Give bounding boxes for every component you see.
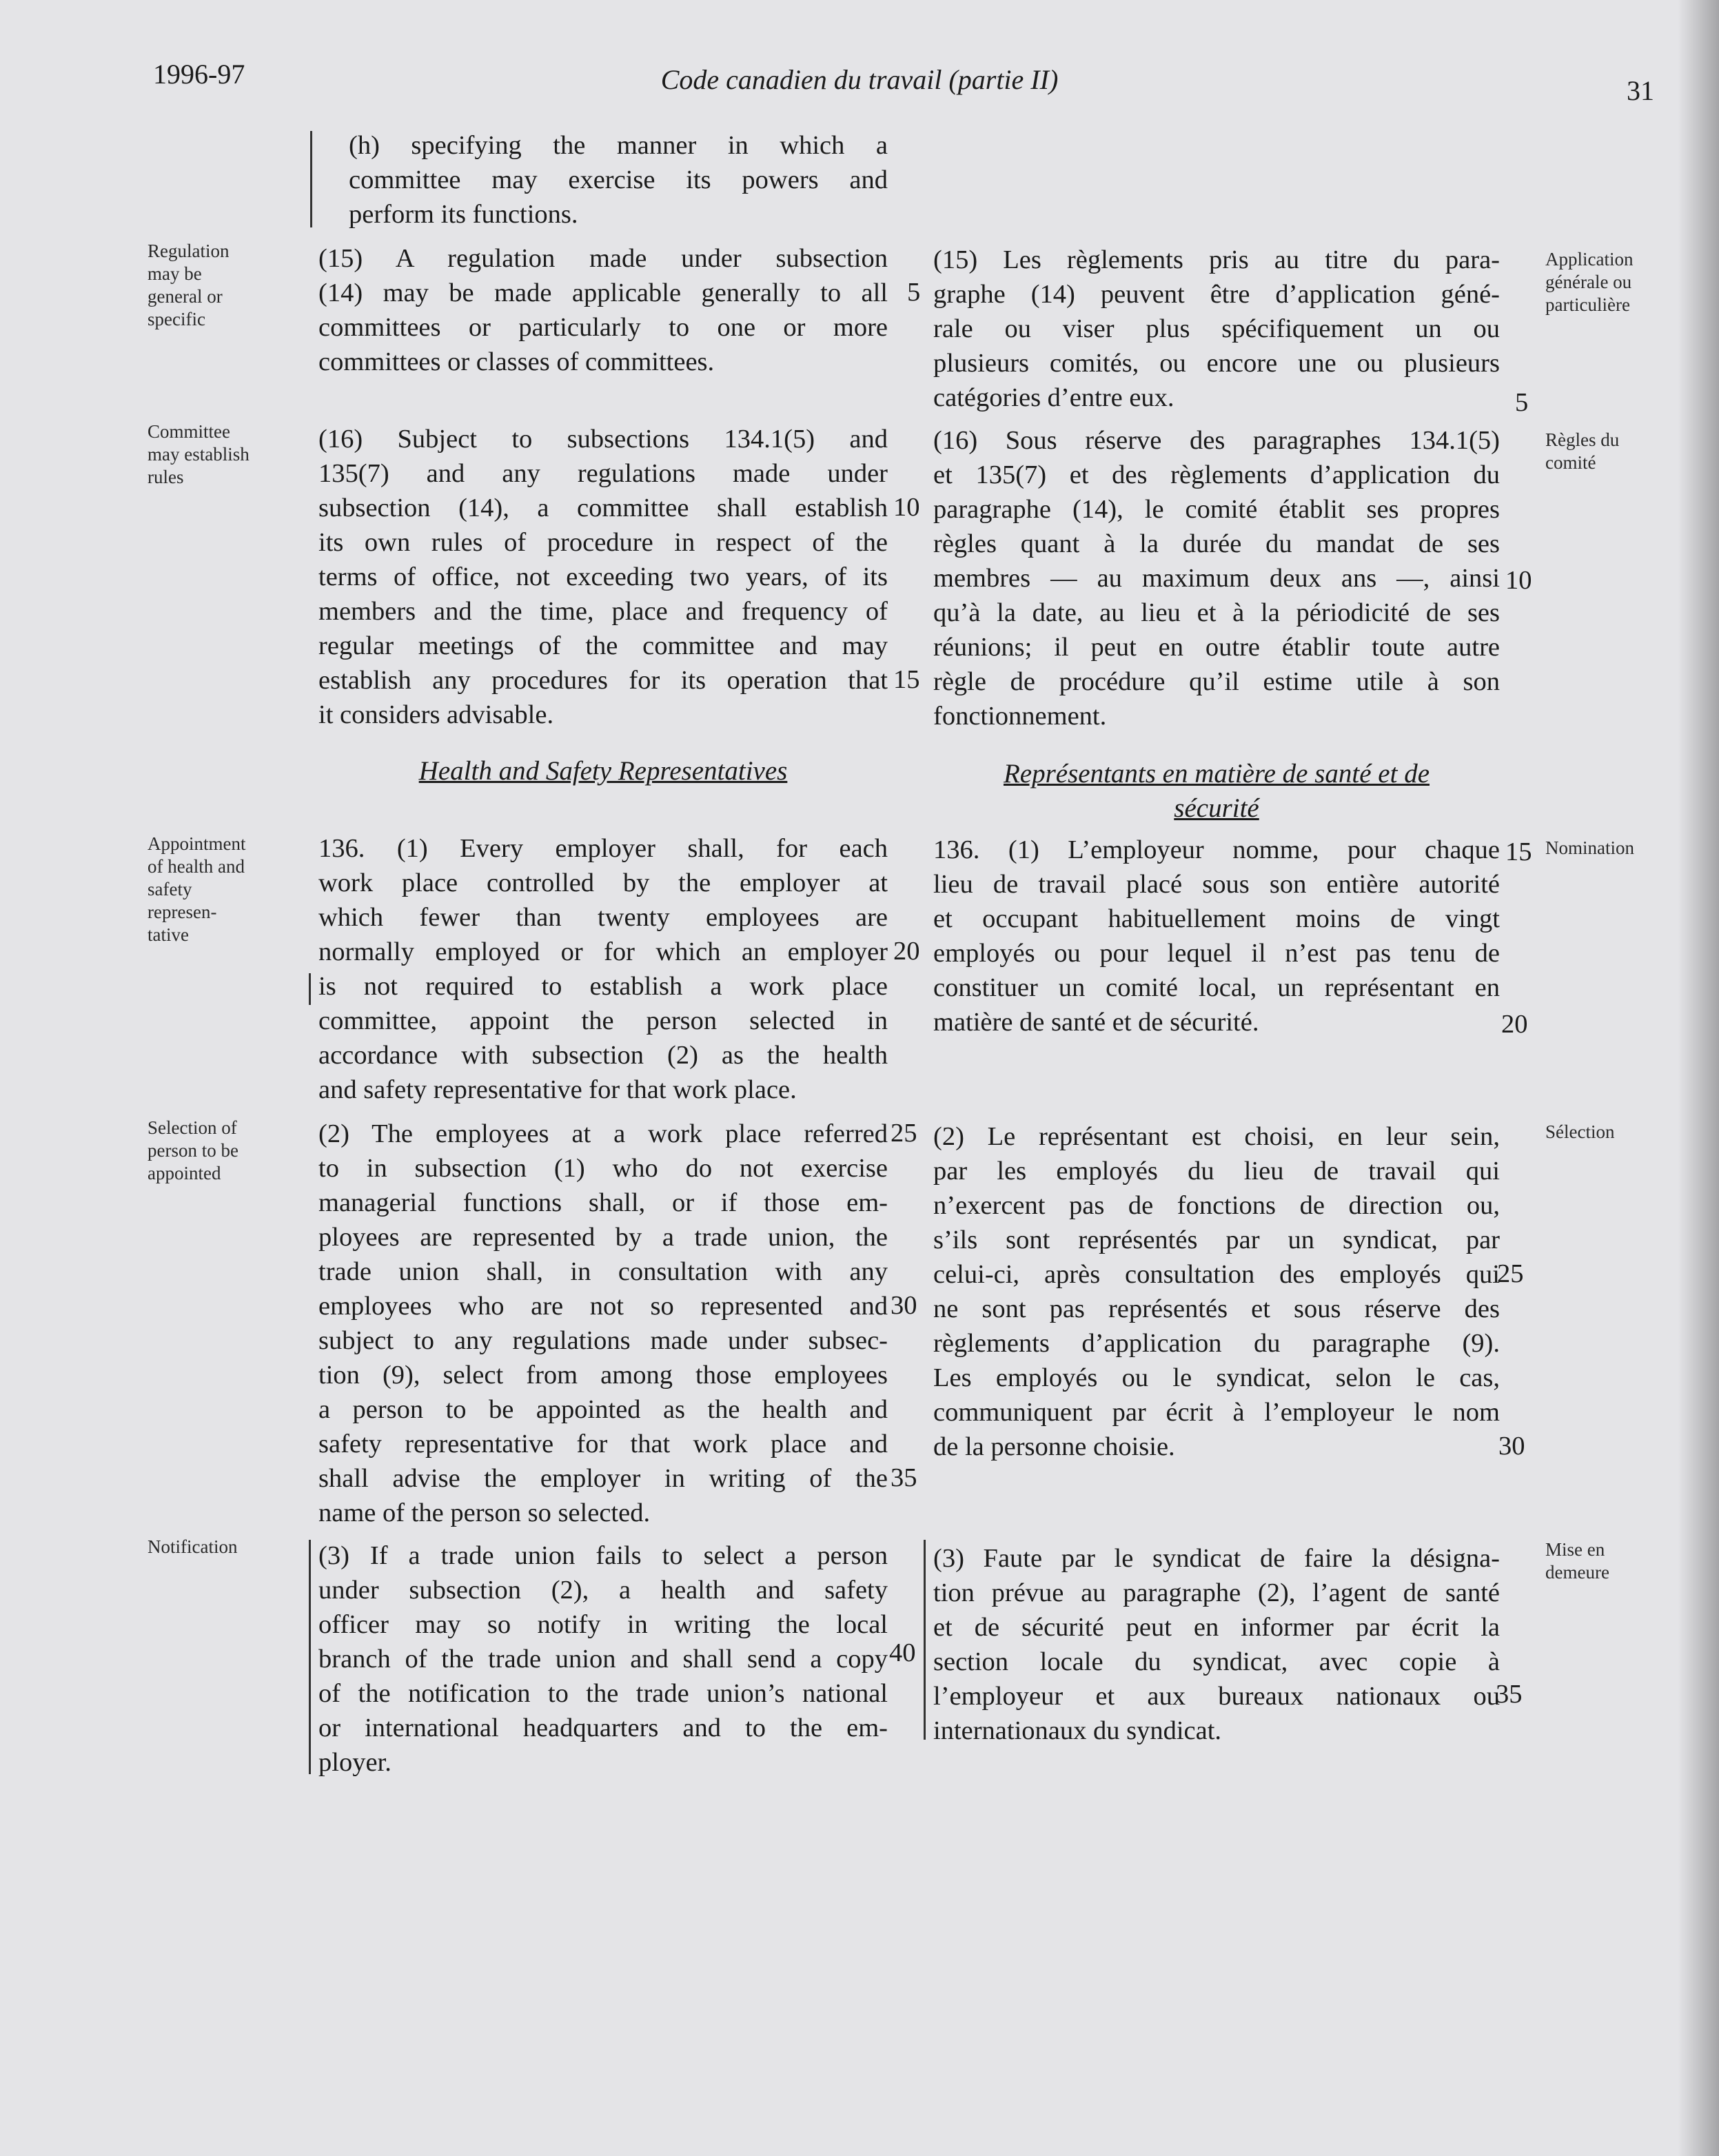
text-line: committees or particularly to one or more xyxy=(318,313,888,342)
text-line: trade union shall, in consultation with any xyxy=(318,1257,888,1286)
text-line: committee, appoint the person selected in xyxy=(318,1006,888,1035)
text-line: et de sécurité peut en informer par écrit la xyxy=(933,1613,1500,1642)
text-line: fonctionnement. xyxy=(933,702,1107,731)
para-fr-136-3 xyxy=(933,1541,1500,1748)
text-line: regular meetings of the committee and may xyxy=(318,631,888,660)
page-edge-shadow xyxy=(1678,0,1719,2156)
text-line: et occupant habituellement moins de vingt xyxy=(933,904,1500,933)
text-line: matière de santé et de sécurité. xyxy=(933,1008,1259,1037)
text-line: it considers advisable. xyxy=(318,700,554,729)
text-line: rules xyxy=(148,467,184,487)
line-number-fr: 30 xyxy=(1498,1432,1525,1461)
text-line: et 135(7) et des règlements d’application du xyxy=(933,460,1500,489)
text-line: subsection (14), a committee shall establish xyxy=(318,494,888,522)
text-line: Notification xyxy=(148,1536,238,1557)
text-line: shall advise the employer in writing of the xyxy=(318,1464,888,1493)
text-line: perform its functions. xyxy=(349,200,578,229)
line-number-fr: 15 xyxy=(1505,837,1532,866)
text-line: may establish xyxy=(148,444,250,465)
heading-fr xyxy=(933,757,1500,826)
text-line: (3) Faute par le syndicat de faire la désigna- xyxy=(933,1544,1500,1573)
text-line: membres — au maximum deux ans —, ainsi xyxy=(933,564,1500,593)
text-line: officer may so notify in writing the local xyxy=(318,1610,888,1639)
line-number-fr: 25 xyxy=(1497,1259,1524,1288)
para-fr-15 xyxy=(933,243,1500,415)
margin-note-selection-fr xyxy=(1545,1121,1683,1143)
text-line: ployer. xyxy=(318,1748,391,1777)
text-line: employés ou pour lequel il n’est pas tenu de xyxy=(933,939,1500,968)
margin-note-appointment xyxy=(148,833,278,946)
line-number-en: 35 xyxy=(891,1463,917,1492)
text-line: person to be xyxy=(148,1140,238,1161)
text-line: its own rules of procedure in respect of the xyxy=(318,528,888,557)
margin-note-application xyxy=(1545,248,1683,316)
text-line: name of the person so selected. xyxy=(318,1498,651,1527)
margin-note-selection xyxy=(148,1117,278,1185)
text-line: communiquent par écrit à l’employeur le nom xyxy=(933,1398,1500,1427)
text-line: par les employés du lieu de travail qui xyxy=(933,1157,1500,1186)
text-line: appointed xyxy=(148,1163,221,1183)
text-line: ne sont pas représentés et sous réserve des xyxy=(933,1294,1500,1323)
para-en-h xyxy=(349,128,888,232)
text-line: réunions; il peut en outre établir toute autre xyxy=(933,633,1500,662)
margin-note-committee-rules xyxy=(148,420,278,489)
text-line: graphe (14) peuvent être d’application géné- xyxy=(933,280,1500,309)
text-line: 136. (1) Every employer shall, for each xyxy=(318,834,888,863)
margin-note-notification xyxy=(148,1536,278,1558)
para-en-16 xyxy=(318,422,888,732)
text-line: and safety representative for that work place. xyxy=(318,1075,797,1104)
text-line: 135(7) and any regulations made under xyxy=(318,459,888,488)
text-line: section locale du syndicat, avec copie à xyxy=(933,1647,1500,1676)
change-bar xyxy=(310,131,312,227)
line-number-fr: 10 xyxy=(1505,566,1532,595)
text-line: (3) If a trade union fails to select a person xyxy=(318,1541,888,1570)
text-line: establish any procedures for its operation that xyxy=(318,666,888,695)
text-line: Nomination xyxy=(1545,837,1634,858)
text-line: Application xyxy=(1545,249,1634,270)
margin-note-nomination xyxy=(1545,837,1683,860)
line-number-en: 15 xyxy=(893,665,920,694)
para-fr-136-2 xyxy=(933,1119,1500,1464)
text-line: general or xyxy=(148,286,223,307)
text-line: n’exercent pas de fonctions de direction ou, xyxy=(933,1191,1500,1220)
text-line: s’ils sont représentés par un syndicat, par xyxy=(933,1226,1500,1254)
text-line: subject to any regulations made under subsec- xyxy=(318,1326,888,1355)
text-line: accordance with subsection (2) as the health xyxy=(318,1041,888,1070)
text-line: of the notification to the trade union’s national xyxy=(318,1679,888,1708)
text-line: constituer un comité local, un représentant en xyxy=(933,973,1500,1002)
line-number-en: 25 xyxy=(891,1119,917,1148)
text-line: committee may exercise its powers and xyxy=(349,165,888,194)
text-line: règlements d’application du paragraphe (9). xyxy=(933,1329,1500,1358)
line-number-en: 20 xyxy=(893,937,920,966)
line-number-en: 40 xyxy=(889,1638,916,1667)
line-number-fr: 5 xyxy=(1515,388,1529,417)
text-line: générale ou xyxy=(1545,272,1632,292)
text-line: Mise en xyxy=(1545,1539,1605,1560)
text-line: represen- xyxy=(148,902,217,922)
para-en-15 xyxy=(318,241,888,379)
header-session: 1996-97 xyxy=(153,59,245,90)
header-title: Code canadien du travail (partie II) xyxy=(660,64,1059,95)
change-bar xyxy=(309,1540,311,1774)
line-number-en: 5 xyxy=(907,278,921,307)
text-line: Selection of xyxy=(148,1117,237,1138)
text-line: particulière xyxy=(1545,294,1630,315)
text-line: Représentants en matière de santé et de xyxy=(1003,759,1430,789)
change-bar xyxy=(309,973,311,1005)
text-line: (15) Les règlements pris au titre du para- xyxy=(933,245,1500,274)
page-number: 31 xyxy=(1627,75,1654,106)
margin-note-regulation-general xyxy=(148,240,278,331)
text-line: specific xyxy=(148,309,205,329)
para-fr-136-1 xyxy=(933,833,1500,1039)
text-line: rale ou viser plus spécifiquement un ou xyxy=(933,314,1500,343)
text-line: Sélection xyxy=(1545,1121,1615,1142)
text-line: safety xyxy=(148,879,192,899)
text-line: règle de procédure qu’il estime utile à son xyxy=(933,667,1500,696)
text-line: de la personne choisie. xyxy=(933,1432,1175,1461)
line-number-en: 10 xyxy=(893,493,920,522)
text-line: a person to be appointed as the health and xyxy=(318,1395,888,1424)
text-line: Appointment xyxy=(148,833,246,854)
heading-en: Health and Safety Representatives xyxy=(418,756,788,786)
text-line: (15) A regulation made under subsection xyxy=(318,244,888,273)
text-line: (14) may be made applicable generally to all xyxy=(318,278,888,307)
text-line: tion (9), select from among those employees xyxy=(318,1361,888,1390)
margin-note-regles xyxy=(1545,429,1683,474)
text-line: may be xyxy=(148,263,202,284)
text-line: or international headquarters and to the em- xyxy=(318,1713,888,1742)
text-line: is not required to establish a work place xyxy=(318,972,888,1001)
margin-note-mise-en-demeure xyxy=(1545,1538,1683,1584)
para-en-136-2 xyxy=(318,1117,888,1530)
text-line: which fewer than twenty employees are xyxy=(318,903,888,932)
text-line: catégories d’entre eux. xyxy=(933,383,1174,412)
text-line: normally employed or for which an employer xyxy=(318,937,888,966)
change-bar xyxy=(924,1540,926,1740)
text-line: qu’à la date, au lieu et à la périodicité de ses xyxy=(933,598,1500,627)
text-line: (2) Le représentant est choisi, en leur sein, xyxy=(933,1122,1500,1151)
text-line: lieu de travail placé sous son entière autorité xyxy=(933,870,1500,899)
text-line: terms of office, not exceeding two years, of its xyxy=(318,562,888,591)
text-line: (2) The employees at a work place referred xyxy=(318,1119,888,1148)
text-line: Règles du xyxy=(1545,429,1620,450)
text-line: members and the time, place and frequency of xyxy=(318,597,888,626)
text-line: committees or classes of committees. xyxy=(318,347,715,376)
text-line: (16) Sous réserve des paragraphes 134.1(5) xyxy=(933,426,1500,455)
line-number-fr: 35 xyxy=(1496,1680,1523,1709)
text-line: safety representative for that work place and xyxy=(318,1430,888,1458)
line-number-fr: 20 xyxy=(1501,1010,1528,1039)
text-line: tative xyxy=(148,924,189,945)
text-line: tion prévue au paragraphe (2), l’agent de santé xyxy=(933,1578,1500,1607)
text-line: internationaux du syndicat. xyxy=(933,1716,1222,1745)
text-line: ployees are represented by a trade union, the xyxy=(318,1223,888,1252)
para-en-136-3 xyxy=(318,1538,888,1780)
text-line: règles quant à la durée du mandat de ses xyxy=(933,529,1500,558)
text-line: branch of the trade union and shall send a copy xyxy=(318,1645,888,1674)
text-line: work place controlled by the employer at xyxy=(318,868,888,897)
text-line: (h) specifying the manner in which a xyxy=(349,131,888,160)
text-line: employees who are not so represented and xyxy=(318,1292,888,1321)
text-line: paragraphe (14), le comité établit ses propres xyxy=(933,495,1500,524)
text-line: comité xyxy=(1545,452,1596,473)
text-line: sécurité xyxy=(1174,793,1259,823)
text-line: Committee xyxy=(148,421,230,442)
text-line: Regulation xyxy=(148,241,230,261)
text-line: Les employés ou le syndicat, selon le cas, xyxy=(933,1363,1500,1392)
text-line: to in subsection (1) who do not exercise xyxy=(318,1154,888,1183)
text-line: under subsection (2), a health and safety xyxy=(318,1576,888,1605)
para-fr-16 xyxy=(933,423,1500,733)
para-en-136-1 xyxy=(318,831,888,1107)
text-line: 136. (1) L’employeur nomme, pour chaque xyxy=(933,835,1500,864)
text-line: l’employeur et aux bureaux nationaux ou xyxy=(933,1682,1500,1711)
text-line: of health and xyxy=(148,856,245,877)
text-line: managerial functions shall, or if those em- xyxy=(318,1188,888,1217)
text-line: celui-ci, après consultation des employés qui xyxy=(933,1260,1500,1289)
text-line: demeure xyxy=(1545,1562,1609,1583)
line-number-en: 30 xyxy=(891,1291,917,1320)
text-line: plusieurs comités, ou encore une ou plusieurs xyxy=(933,349,1500,378)
text-line: (16) Subject to subsections 134.1(5) and xyxy=(318,425,888,454)
